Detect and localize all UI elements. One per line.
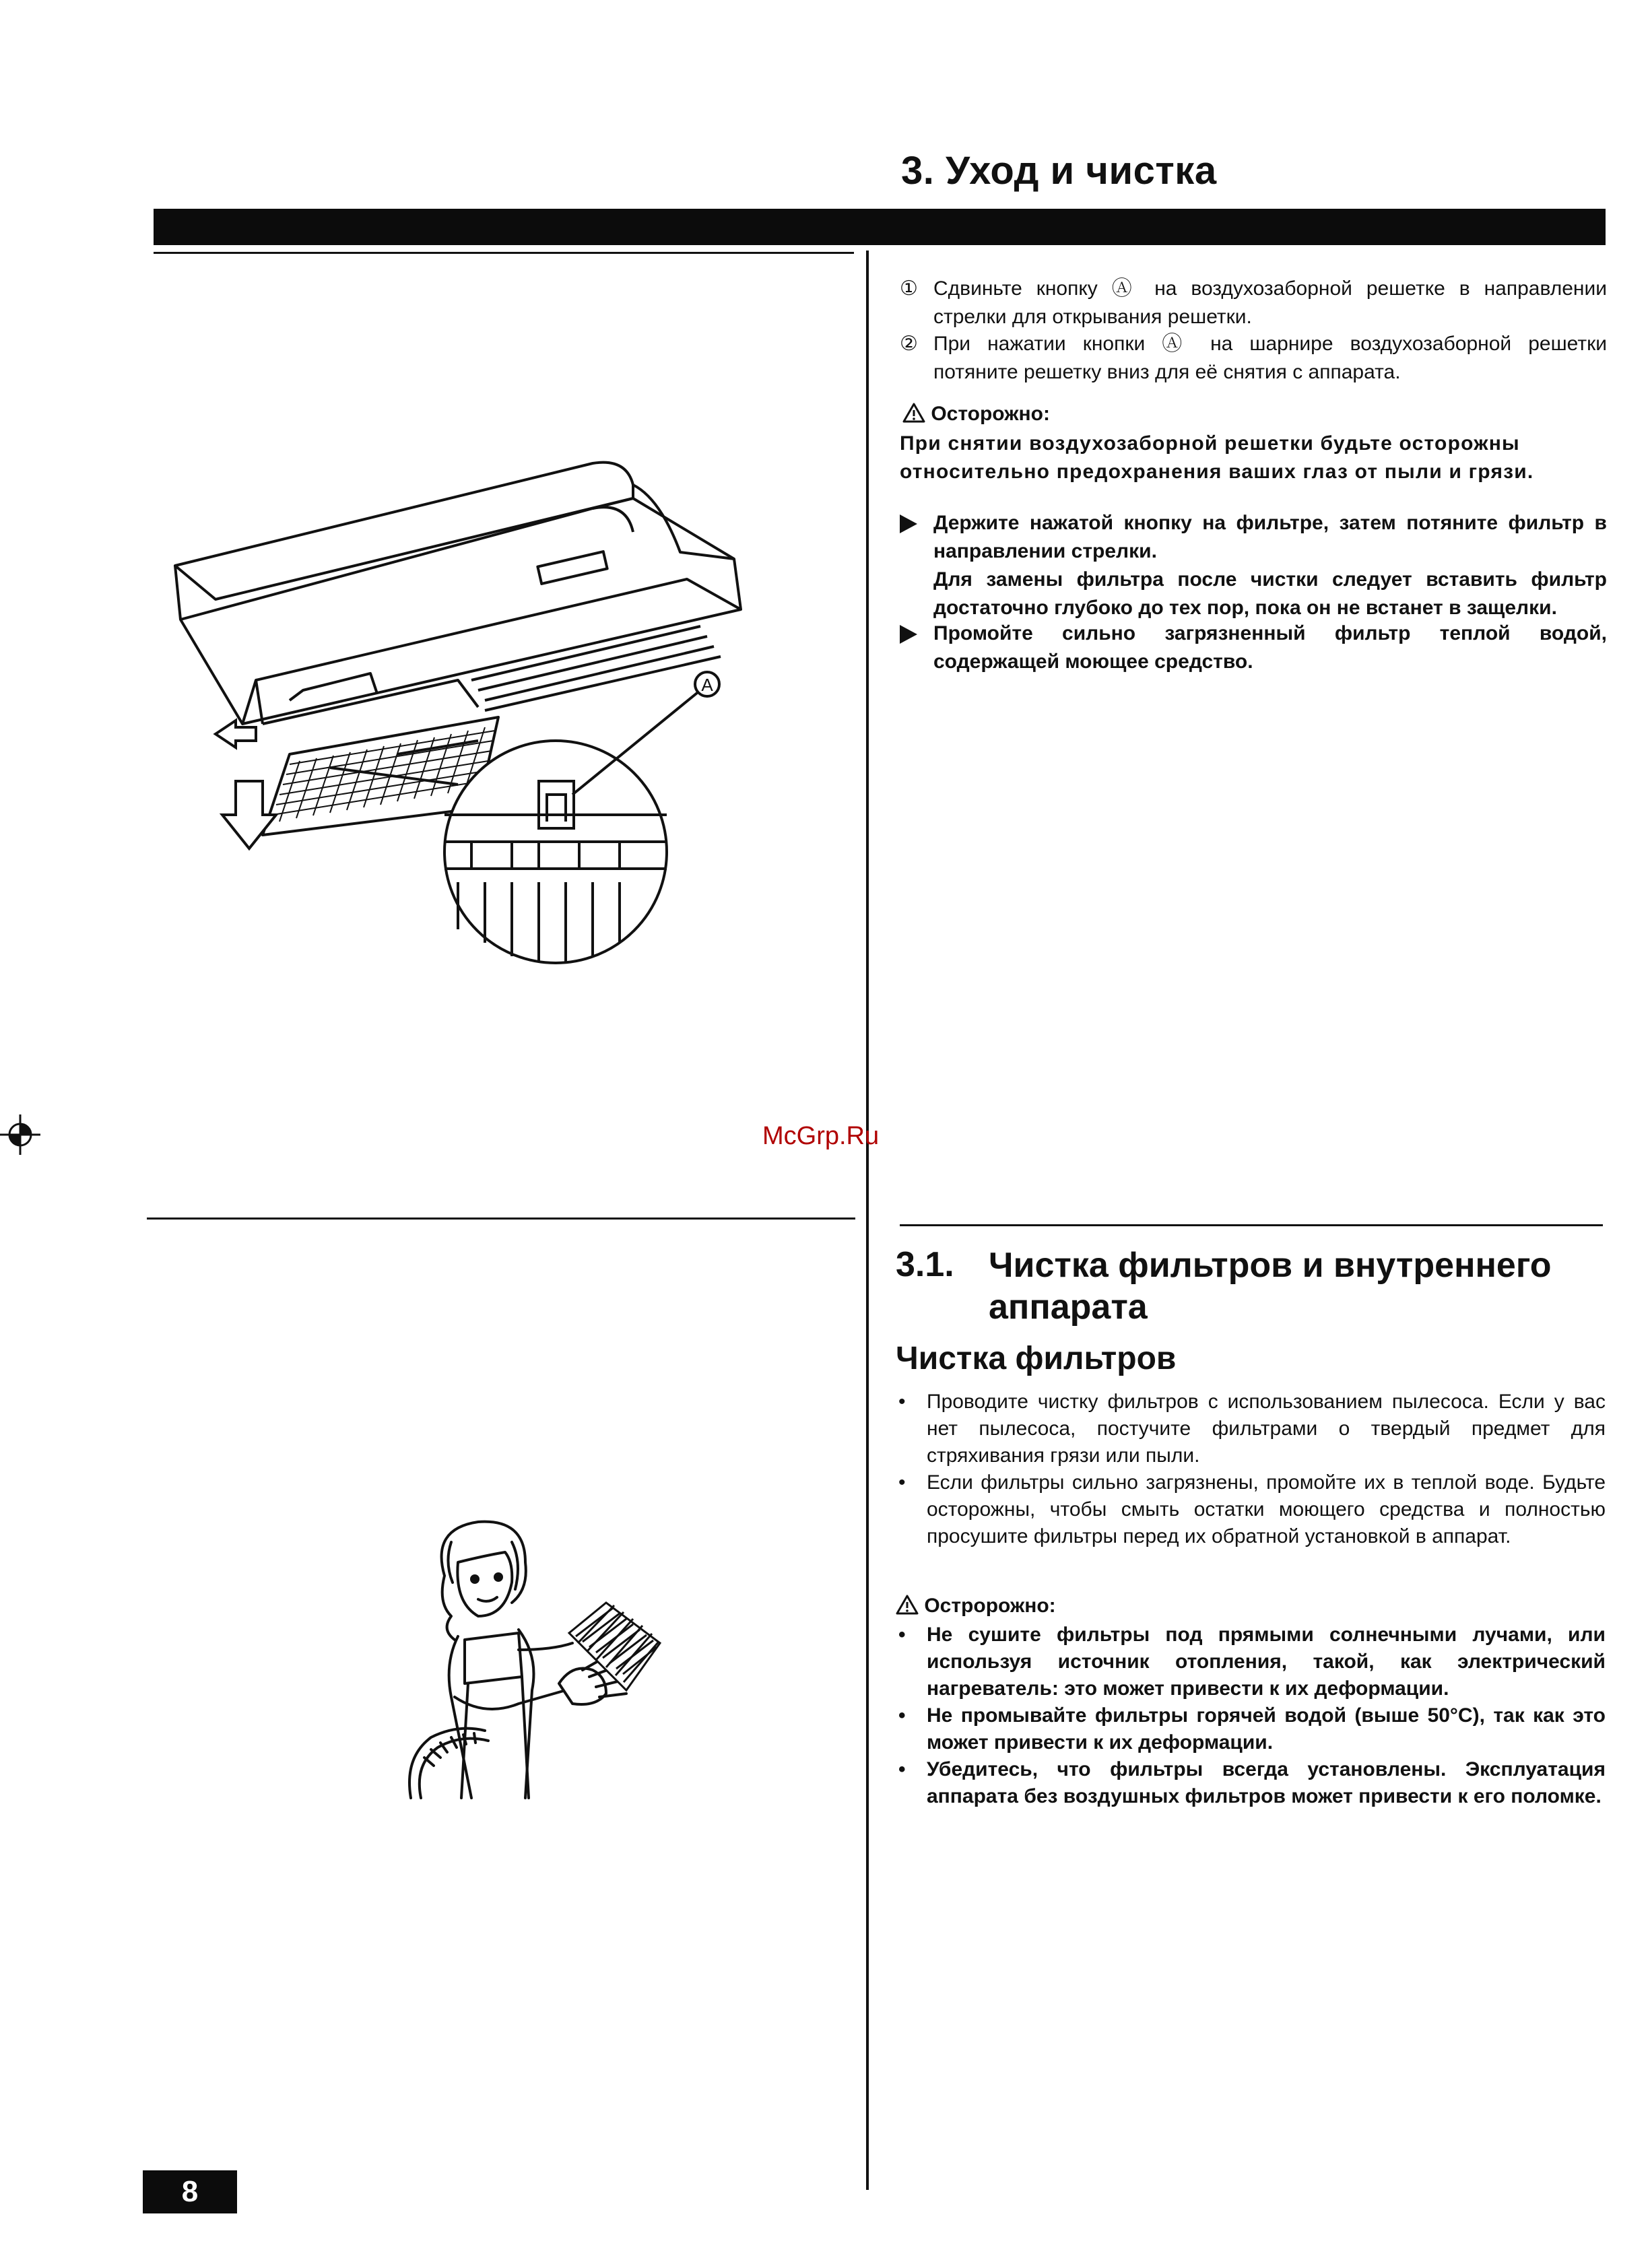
vacuum-cleaning-illustration bbox=[404, 1515, 673, 1798]
registration-mark-icon bbox=[0, 1111, 40, 1158]
warning-triangle-icon bbox=[896, 1595, 919, 1615]
title-bar bbox=[154, 209, 1606, 245]
step-1-number: ① bbox=[900, 277, 918, 300]
bullet-icon: • bbox=[898, 1704, 906, 1727]
step-2-number: ② bbox=[900, 333, 918, 355]
arrow-item-2-text: Промойте сильно загрязненный фильтр теплой водой, содержащей моющее средство. bbox=[933, 622, 1607, 673]
left-column-rule bbox=[154, 252, 854, 254]
subsection-title: Чистка фильтров и внутреннего аппарата bbox=[989, 1246, 1552, 1327]
bullet-icon: • bbox=[898, 1758, 906, 1780]
arrow-item-1-extra: Для замены фильтра после чистки следует вставить фильтр достаточно глубоко до тех пор, пока он не встанет в защелки. bbox=[933, 568, 1607, 619]
watermark: McGrp.Ru bbox=[762, 1122, 880, 1150]
caution-bottom-heading bbox=[896, 1595, 1056, 1617]
step-1-text: Сдвиньте кнопку Ⓐ на воздухозаборной решетке в направлении стрелки для открывания решетки. bbox=[933, 277, 1607, 328]
warning-triangle-icon bbox=[902, 403, 925, 423]
play-arrow-icon bbox=[900, 514, 917, 533]
arrow-item-1 bbox=[900, 509, 1607, 622]
filter-cleaning-heading: Чистка фильтров bbox=[896, 1341, 1177, 1376]
section-title: 3. Уход и чистка bbox=[901, 149, 1217, 193]
callout-label-a: A bbox=[701, 675, 713, 695]
caution-top-text: При снятии воздухозаборной решетки будьте осторожны относительно предохранения ваших глаз от пыли и грязи. bbox=[900, 432, 1534, 483]
step-2-text: При нажатии кнопки Ⓐ на шарнире воздухозаборной решетки потяните решетку вниз для её снятия с аппарата. bbox=[933, 333, 1607, 383]
caution-top-label: Осторожно: bbox=[931, 403, 1050, 425]
play-arrow-icon bbox=[900, 625, 917, 644]
caution-bullet-2 bbox=[898, 1702, 1606, 1756]
left-mid-rule bbox=[147, 1218, 855, 1220]
arrow-item-1-text: Держите нажатой кнопку на фильтре, затем потяните фильтр в направлении стрелки. bbox=[933, 512, 1607, 562]
page-number: 8 bbox=[181, 2175, 199, 2208]
cleaning-bullet-1-text: Проводите чистку фильтров с использованием пылесоса. Если у вас нет пылесоса, постучите фильтрами о твердый предмет для стряхивания грязи или пыли. bbox=[927, 1391, 1606, 1467]
bullet-icon: • bbox=[898, 1624, 906, 1646]
arrow-item-2 bbox=[900, 620, 1607, 676]
caution-bullet-1 bbox=[898, 1622, 1606, 1702]
right-mid-rule bbox=[900, 1224, 1603, 1226]
cleaning-bullet-2 bbox=[898, 1469, 1606, 1550]
bullet-icon: • bbox=[898, 1391, 906, 1413]
caution-bullet-3 bbox=[898, 1756, 1606, 1810]
cleaning-bullet-1 bbox=[898, 1389, 1606, 1469]
caution-top-heading bbox=[902, 403, 1050, 426]
subsection-number: 3.1. bbox=[896, 1245, 954, 1284]
step-1 bbox=[900, 275, 1607, 331]
filter-removal-illustration bbox=[162, 458, 862, 943]
column-divider bbox=[866, 251, 869, 2190]
caution-bullet-2-text: Не промывайте фильтры горячей водой (выше 50°C), так как это может привести к их деформации. bbox=[927, 1704, 1606, 1754]
bullet-icon: • bbox=[898, 1471, 906, 1494]
caution-bottom-label: Остророжно: bbox=[924, 1595, 1056, 1617]
cleaning-bullet-2-text: Если фильтры сильно загрязнены, промойте их в теплой воде. Будьте осторожны, чтобы смыть остатки моющего средства и полностью просушите фильтры перед их обратной установкой в аппарат. bbox=[927, 1471, 1606, 1547]
step-2 bbox=[900, 330, 1607, 387]
caution-bullet-3-text: Убедитесь, что фильтры всегда установлены. Эксплуатация аппарата без воздушных фильтров может привести к его поломке. bbox=[927, 1758, 1606, 1807]
caution-bullet-1-text: Не сушите фильтры под прямыми солнечными лучами, или используя источник отопления, такой, как электрический нагреватель: это может привести к их деформации. bbox=[927, 1624, 1606, 1700]
